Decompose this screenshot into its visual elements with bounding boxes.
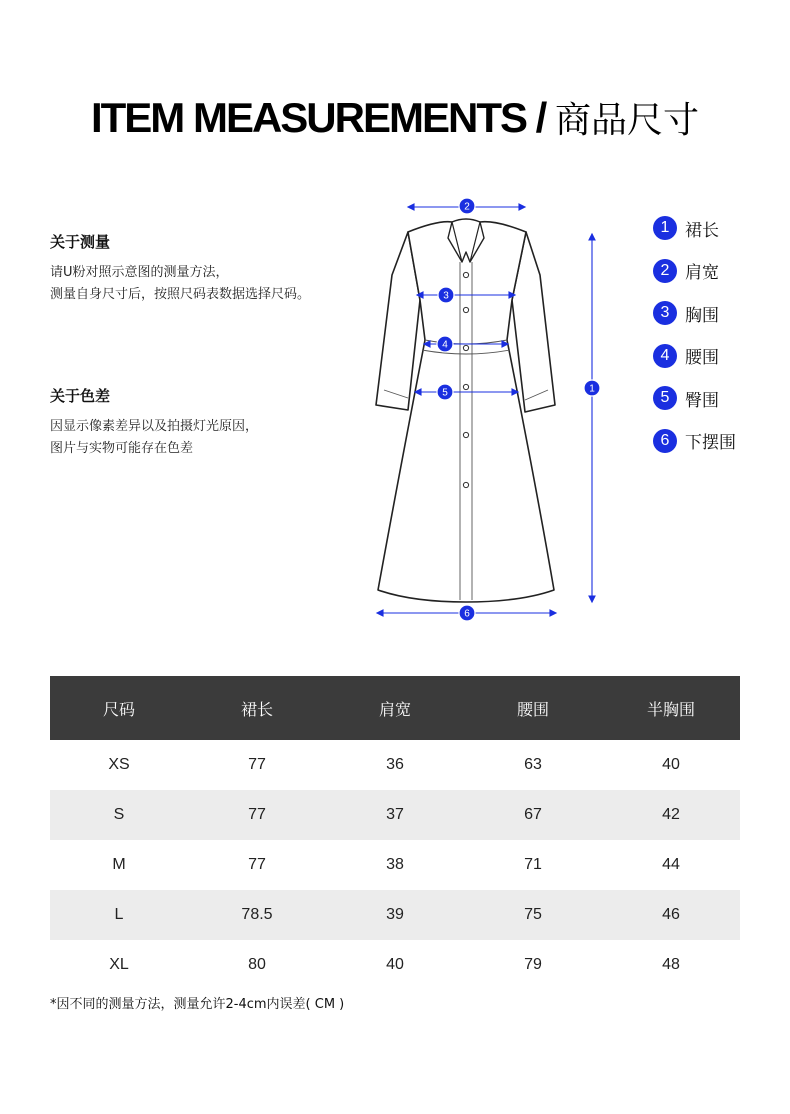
legend-number: 6 — [653, 429, 677, 453]
legend-label: 下摆围 — [685, 433, 736, 454]
column-header-length: 裙长 — [188, 676, 326, 740]
measurement-note-line-1: 请U粉对照示意图的测量方法， — [50, 265, 229, 280]
cell-size: XS — [108, 756, 130, 773]
measurement-note-line-2: 测量自身尺寸后，按照尺码表数据选择尺码。 — [50, 287, 311, 302]
cell-shoulder: 40 — [386, 956, 404, 973]
marker-6: 6 — [464, 608, 470, 620]
cell-half-chest: 44 — [662, 856, 680, 873]
color-note-line-2: 图片与实物可能存在色差 — [50, 441, 194, 456]
page-title — [0, 92, 790, 143]
cell-length: 77 — [248, 856, 266, 873]
legend-item-waist — [653, 335, 736, 378]
size-table — [50, 676, 740, 990]
page-title-en: ITEM MEASUREMENTS / — [90, 94, 546, 141]
footnote: *因不同的测量方法，测量允许2-4cm内误差( CM ) — [50, 997, 345, 1012]
color-note-heading: 关于色差 — [50, 387, 111, 405]
legend-item-hip — [653, 377, 736, 420]
legend-label: 腰围 — [685, 348, 719, 369]
legend-item-chest — [653, 292, 736, 335]
legend-number: 5 — [653, 386, 677, 410]
cell-shoulder: 36 — [386, 756, 404, 773]
measurement-legend — [653, 207, 736, 462]
table-row — [50, 790, 740, 840]
marker-2: 2 — [464, 201, 470, 213]
column-header-size: 尺码 — [50, 676, 188, 740]
cell-shoulder: 39 — [326, 890, 464, 940]
cell-half-chest: 48 — [662, 956, 680, 973]
marker-3: 3 — [443, 290, 449, 302]
column-header-waist: 腰围 — [464, 676, 602, 740]
marker-4: 4 — [442, 339, 448, 351]
legend-number: 3 — [653, 301, 677, 325]
legend-item-dress-length — [653, 207, 736, 250]
cell-size: XL — [109, 956, 129, 973]
cell-waist: 79 — [524, 956, 542, 973]
cell-length: 78.5 — [188, 890, 326, 940]
page-title-cn: 商品尺寸 — [555, 100, 700, 141]
legend-number: 1 — [653, 216, 677, 240]
dress-diagram — [360, 190, 620, 630]
table-header-row — [50, 676, 740, 740]
cell-size: M — [112, 856, 126, 873]
color-note — [50, 385, 370, 460]
marker-5: 5 — [442, 387, 448, 399]
measurement-note — [50, 231, 370, 306]
table-row — [50, 740, 740, 790]
table-row — [50, 840, 740, 890]
cell-shoulder: 38 — [386, 856, 404, 873]
cell-half-chest: 46 — [602, 890, 740, 940]
measurement-note-heading: 关于测量 — [50, 233, 111, 251]
cell-half-chest: 40 — [662, 756, 680, 773]
cell-size: L — [50, 890, 188, 940]
legend-number: 4 — [653, 344, 677, 368]
cell-waist: 75 — [464, 890, 602, 940]
cell-waist: 63 — [524, 756, 542, 773]
color-note-line-1: 因显示像素差异以及拍摄灯光原因， — [50, 419, 259, 434]
legend-item-shoulder — [653, 250, 736, 293]
cell-length: 77 — [248, 756, 266, 773]
cell-waist: 71 — [524, 856, 542, 873]
cell-shoulder: 37 — [326, 790, 464, 840]
cell-length: 80 — [248, 956, 266, 973]
legend-label: 肩宽 — [685, 263, 719, 284]
cell-size: S — [50, 790, 188, 840]
legend-number: 2 — [653, 259, 677, 283]
cell-half-chest: 42 — [602, 790, 740, 840]
column-header-shoulder: 肩宽 — [326, 676, 464, 740]
marker-1: 1 — [589, 383, 595, 395]
column-header-half-chest: 半胸围 — [602, 676, 740, 740]
legend-label: 臀围 — [685, 390, 719, 411]
legend-label: 裙长 — [685, 220, 719, 241]
legend-label: 胸围 — [685, 305, 719, 326]
legend-item-hem — [653, 420, 736, 463]
table-row — [50, 890, 740, 940]
cell-length: 77 — [188, 790, 326, 840]
table-row — [50, 940, 740, 990]
cell-waist: 67 — [464, 790, 602, 840]
